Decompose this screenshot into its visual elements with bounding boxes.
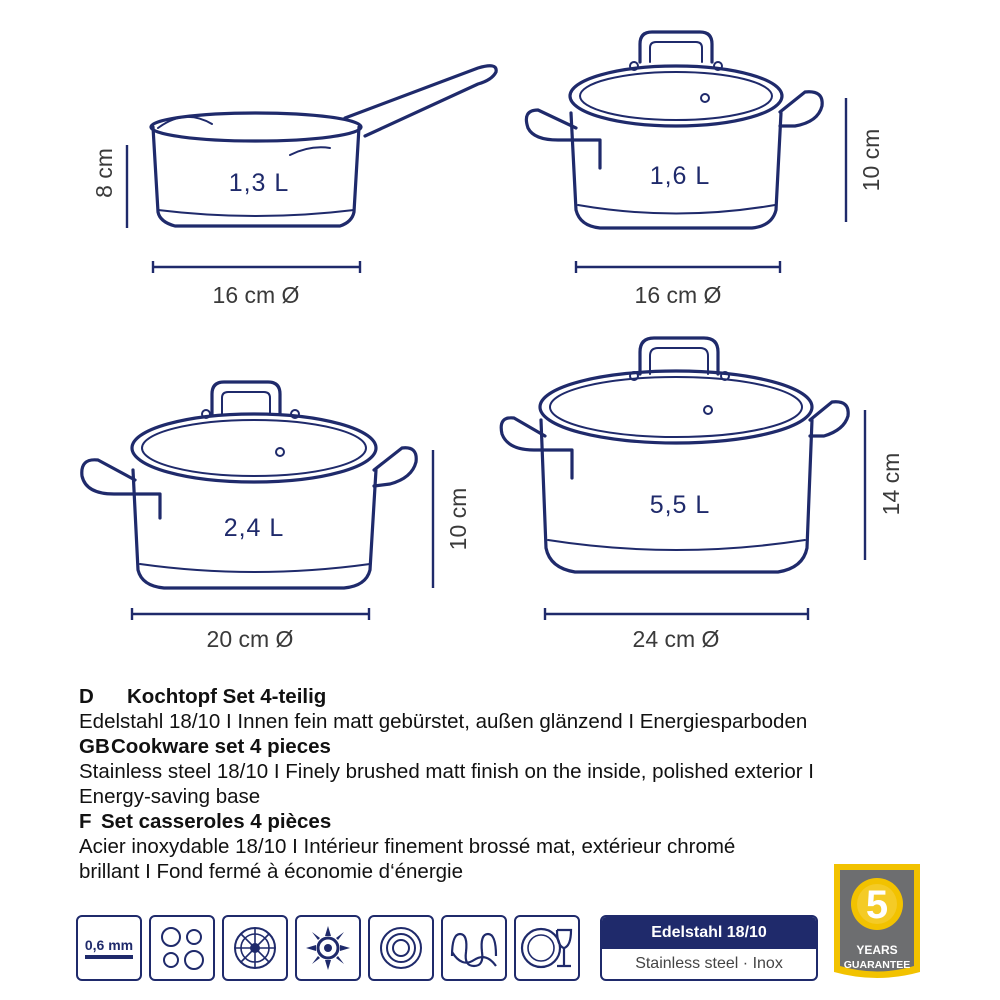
language-code: F	[79, 810, 92, 833]
induction-hob-icon	[368, 915, 434, 981]
description-text: Acier inoxydable 18/10 I Intérieur finement brossé mat, extérieur chromé	[79, 835, 736, 858]
description-gb-heading	[79, 734, 979, 759]
pot-diameter: 20 cm Ø	[206, 626, 294, 652]
pot-height: 14 cm	[878, 452, 904, 516]
guarantee-years: YEARS	[856, 943, 898, 957]
radiant-hob-icon	[222, 915, 288, 981]
pot-volume: 1,3 L	[228, 169, 290, 197]
description-text: brillant I Fond fermé à économie d‘énergie	[79, 860, 464, 883]
stockpot-drawing	[501, 338, 848, 572]
description-title: Cookware set 4 pieces	[111, 735, 331, 758]
pot-volume: 1,6 L	[649, 162, 711, 190]
pot-diameter: 24 cm Ø	[632, 626, 720, 652]
pot-height: 10 cm	[858, 128, 884, 192]
saucepan-drawing	[151, 66, 496, 226]
description-title: Kochtopf Set 4-teilig	[127, 685, 327, 708]
material-label-bottom: Stainless steel · Inox	[635, 955, 783, 972]
description-de-heading	[79, 684, 979, 709]
description-fr-heading	[79, 809, 979, 834]
guarantee-badge	[830, 860, 924, 984]
pot-height: 8 cm	[91, 148, 117, 198]
halogen-hob-icon	[441, 915, 507, 981]
description-text: Energy-saving base	[79, 785, 261, 808]
pot-volume: 2,4 L	[223, 514, 285, 542]
casserole-small-drawing	[526, 32, 822, 228]
description-title: Set casseroles 4 pièces	[101, 810, 332, 833]
pot-diameter: 16 cm Ø	[212, 282, 300, 308]
description-text: Stainless steel 18/10 I Finely brushed matt finish on the inside, polished exterior I	[79, 760, 814, 783]
material-label-top: Edelstahl 18/10	[602, 917, 816, 949]
feature-icons	[76, 915, 580, 981]
pot-diameter: 16 cm Ø	[634, 282, 722, 308]
guarantee-label: GUARANTEE	[843, 959, 911, 971]
dishwasher-icon	[514, 915, 580, 981]
language-code: D	[79, 685, 94, 708]
material-label	[600, 915, 818, 981]
language-code: GB	[79, 735, 110, 758]
guarantee-number: 5	[865, 883, 889, 927]
casserole-medium-drawing	[82, 382, 416, 588]
thickness-icon	[76, 915, 142, 981]
description-text: Edelstahl 18/10 I Innen fein matt gebürstet, außen glänzend I Energiesparboden	[79, 710, 808, 733]
gas-hob-icon	[295, 915, 361, 981]
pot-volume: 5,5 L	[649, 491, 711, 519]
product-description	[79, 684, 979, 884]
electric-hob-icon	[149, 915, 215, 981]
thickness-label: 0,6 mm	[85, 937, 133, 959]
pot-height: 10 cm	[445, 487, 471, 551]
